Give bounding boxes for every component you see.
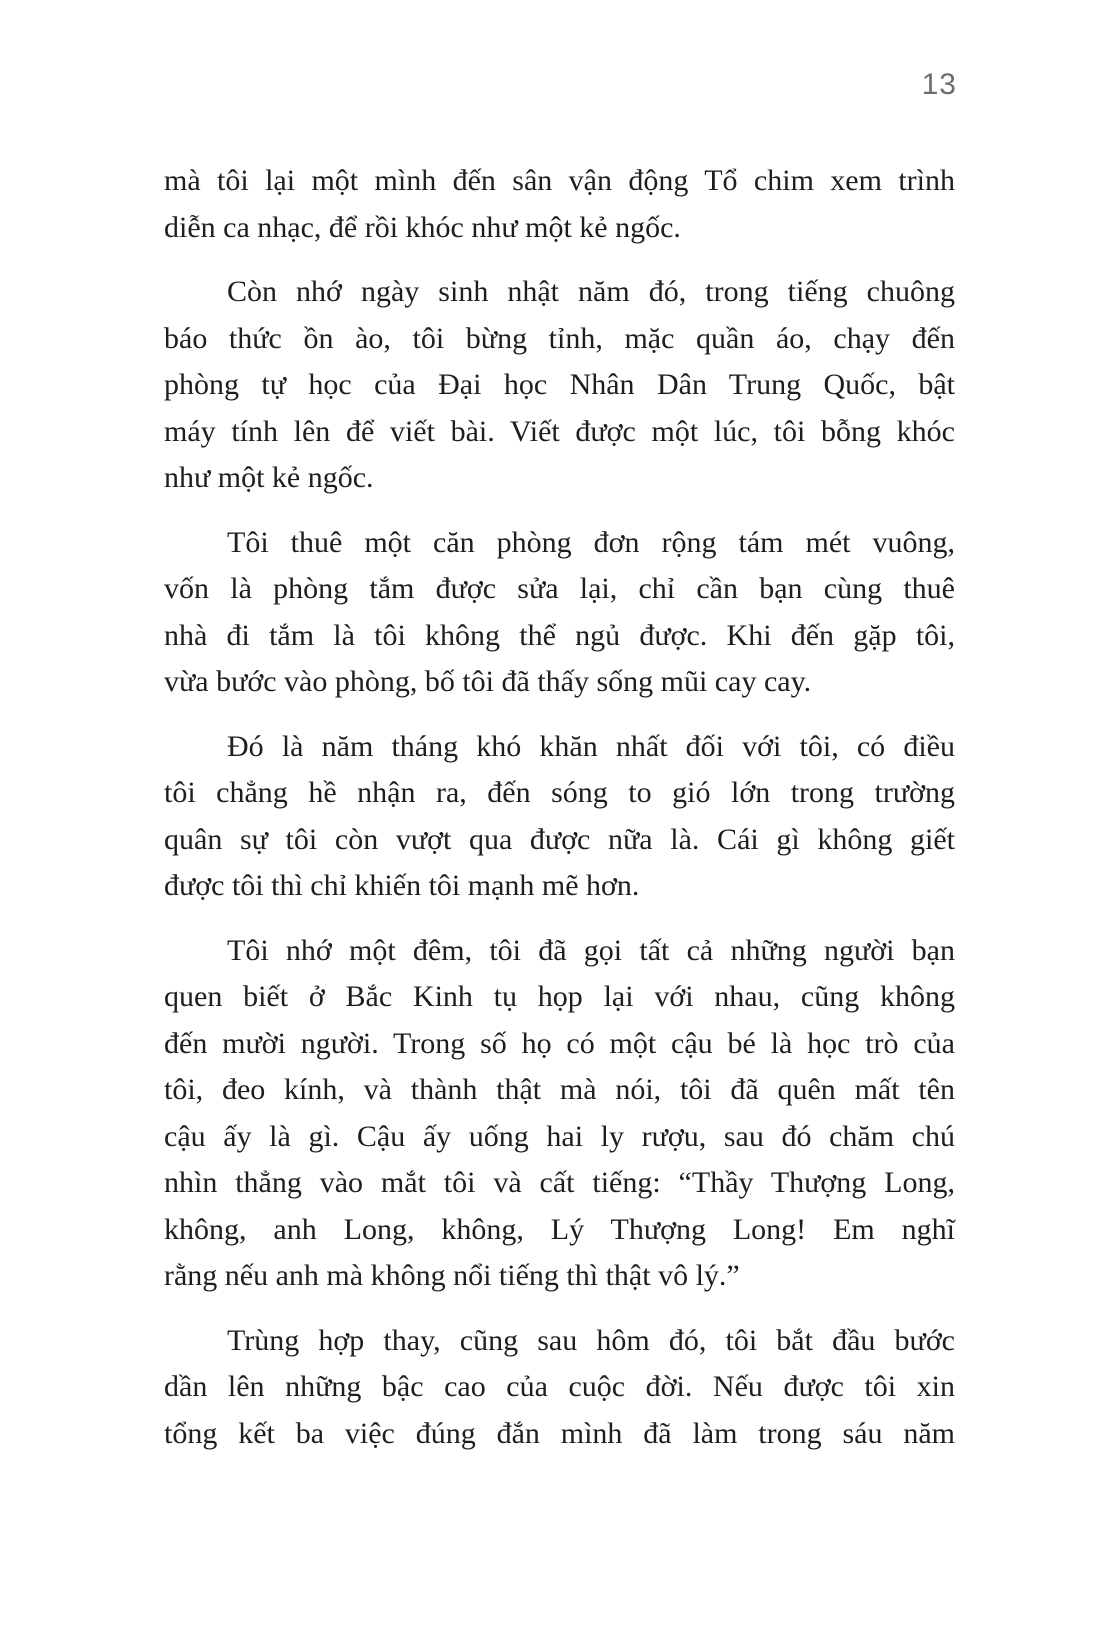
paragraph [164, 724, 955, 910]
paragraph [164, 1318, 955, 1458]
text-line: Còn nhớ ngày sinh nhật năm đó, trong tiếng chuông [227, 275, 955, 308]
text-line: nhà đi tắm là tôi không thể ngủ được. Khi đến gặp tôi, [164, 618, 955, 652]
text-line: tôi chẳng hề nhận ra, đến sóng to gió lớn trong trường [164, 776, 955, 809]
paragraph [164, 520, 955, 706]
text-line: tôi, đeo kính, và thành thật mà nói, tôi đã quên mất tên [164, 1073, 955, 1106]
paragraph [164, 928, 955, 1300]
text-line: Tôi nhớ một đêm, tôi đã gọi tất cả những người bạn [227, 933, 955, 967]
text-line: vốn là phòng tắm được sửa lại, chỉ cần bạn cùng thuê [164, 572, 955, 605]
text-line: cậu ấy là gì. Cậu ấy uống hai ly rượu, sau đó chăm chú [164, 1119, 955, 1153]
text-line: quân sự tôi còn vượt qua được nữa là. Cái gì không giết [164, 822, 955, 856]
text-line: đến mười người. Trong số họ có một cậu bé là học trò của [164, 1026, 955, 1060]
text-line: rằng nếu anh mà không nổi tiếng thì thật vô lý.” [164, 1259, 740, 1292]
text-line: máy tính lên để viết bài. Viết được một lúc, tôi bỗng khóc [164, 414, 955, 448]
text-line: báo thức ồn ào, tôi bừng tỉnh, mặc quần áo, chạy đến [164, 321, 955, 355]
paragraph [164, 269, 955, 502]
text-line: mà tôi lại một mình đến sân vận động Tổ chim xem trình [164, 164, 955, 197]
text-line: diễn ca nhạc, để rồi khóc như một kẻ ngốc. [164, 210, 681, 244]
text-line: Đó là năm tháng khó khăn nhất đối với tôi, có điều [227, 729, 955, 763]
text-line: tổng kết ba việc đúng đắn mình đã làm trong sáu năm [164, 1416, 955, 1450]
text-line: không, anh Long, không, Lý Thượng Long! Em nghĩ [164, 1212, 955, 1246]
text-line: như một kẻ ngốc. [164, 461, 374, 494]
text-line: được tôi thì chỉ khiến tôi mạnh mẽ hơn. [164, 869, 640, 902]
page-number: 13 [921, 68, 957, 101]
text-line: nhìn thẳng vào mắt tôi và cất tiếng: “Thầy Thượng Long, [164, 1166, 955, 1199]
text-line: Trùng hợp thay, cũng sau hôm đó, tôi bắt đầu bước [227, 1323, 955, 1357]
text-line: quen biết ở Bắc Kinh tụ họp lại với nhau, cũng không [164, 980, 955, 1013]
text-block [164, 158, 955, 1475]
text-line: dần lên những bậc cao của cuộc đời. Nếu được tôi xin [164, 1370, 955, 1403]
paragraph [164, 158, 955, 251]
text-line: vừa bước vào phòng, bố tôi đã thấy sống mũi cay cay. [164, 665, 812, 698]
text-line: phòng tự học của Đại học Nhân Dân Trung Quốc, bật [164, 368, 955, 401]
text-line: Tôi thuê một căn phòng đơn rộng tám mét vuông, [227, 525, 955, 559]
